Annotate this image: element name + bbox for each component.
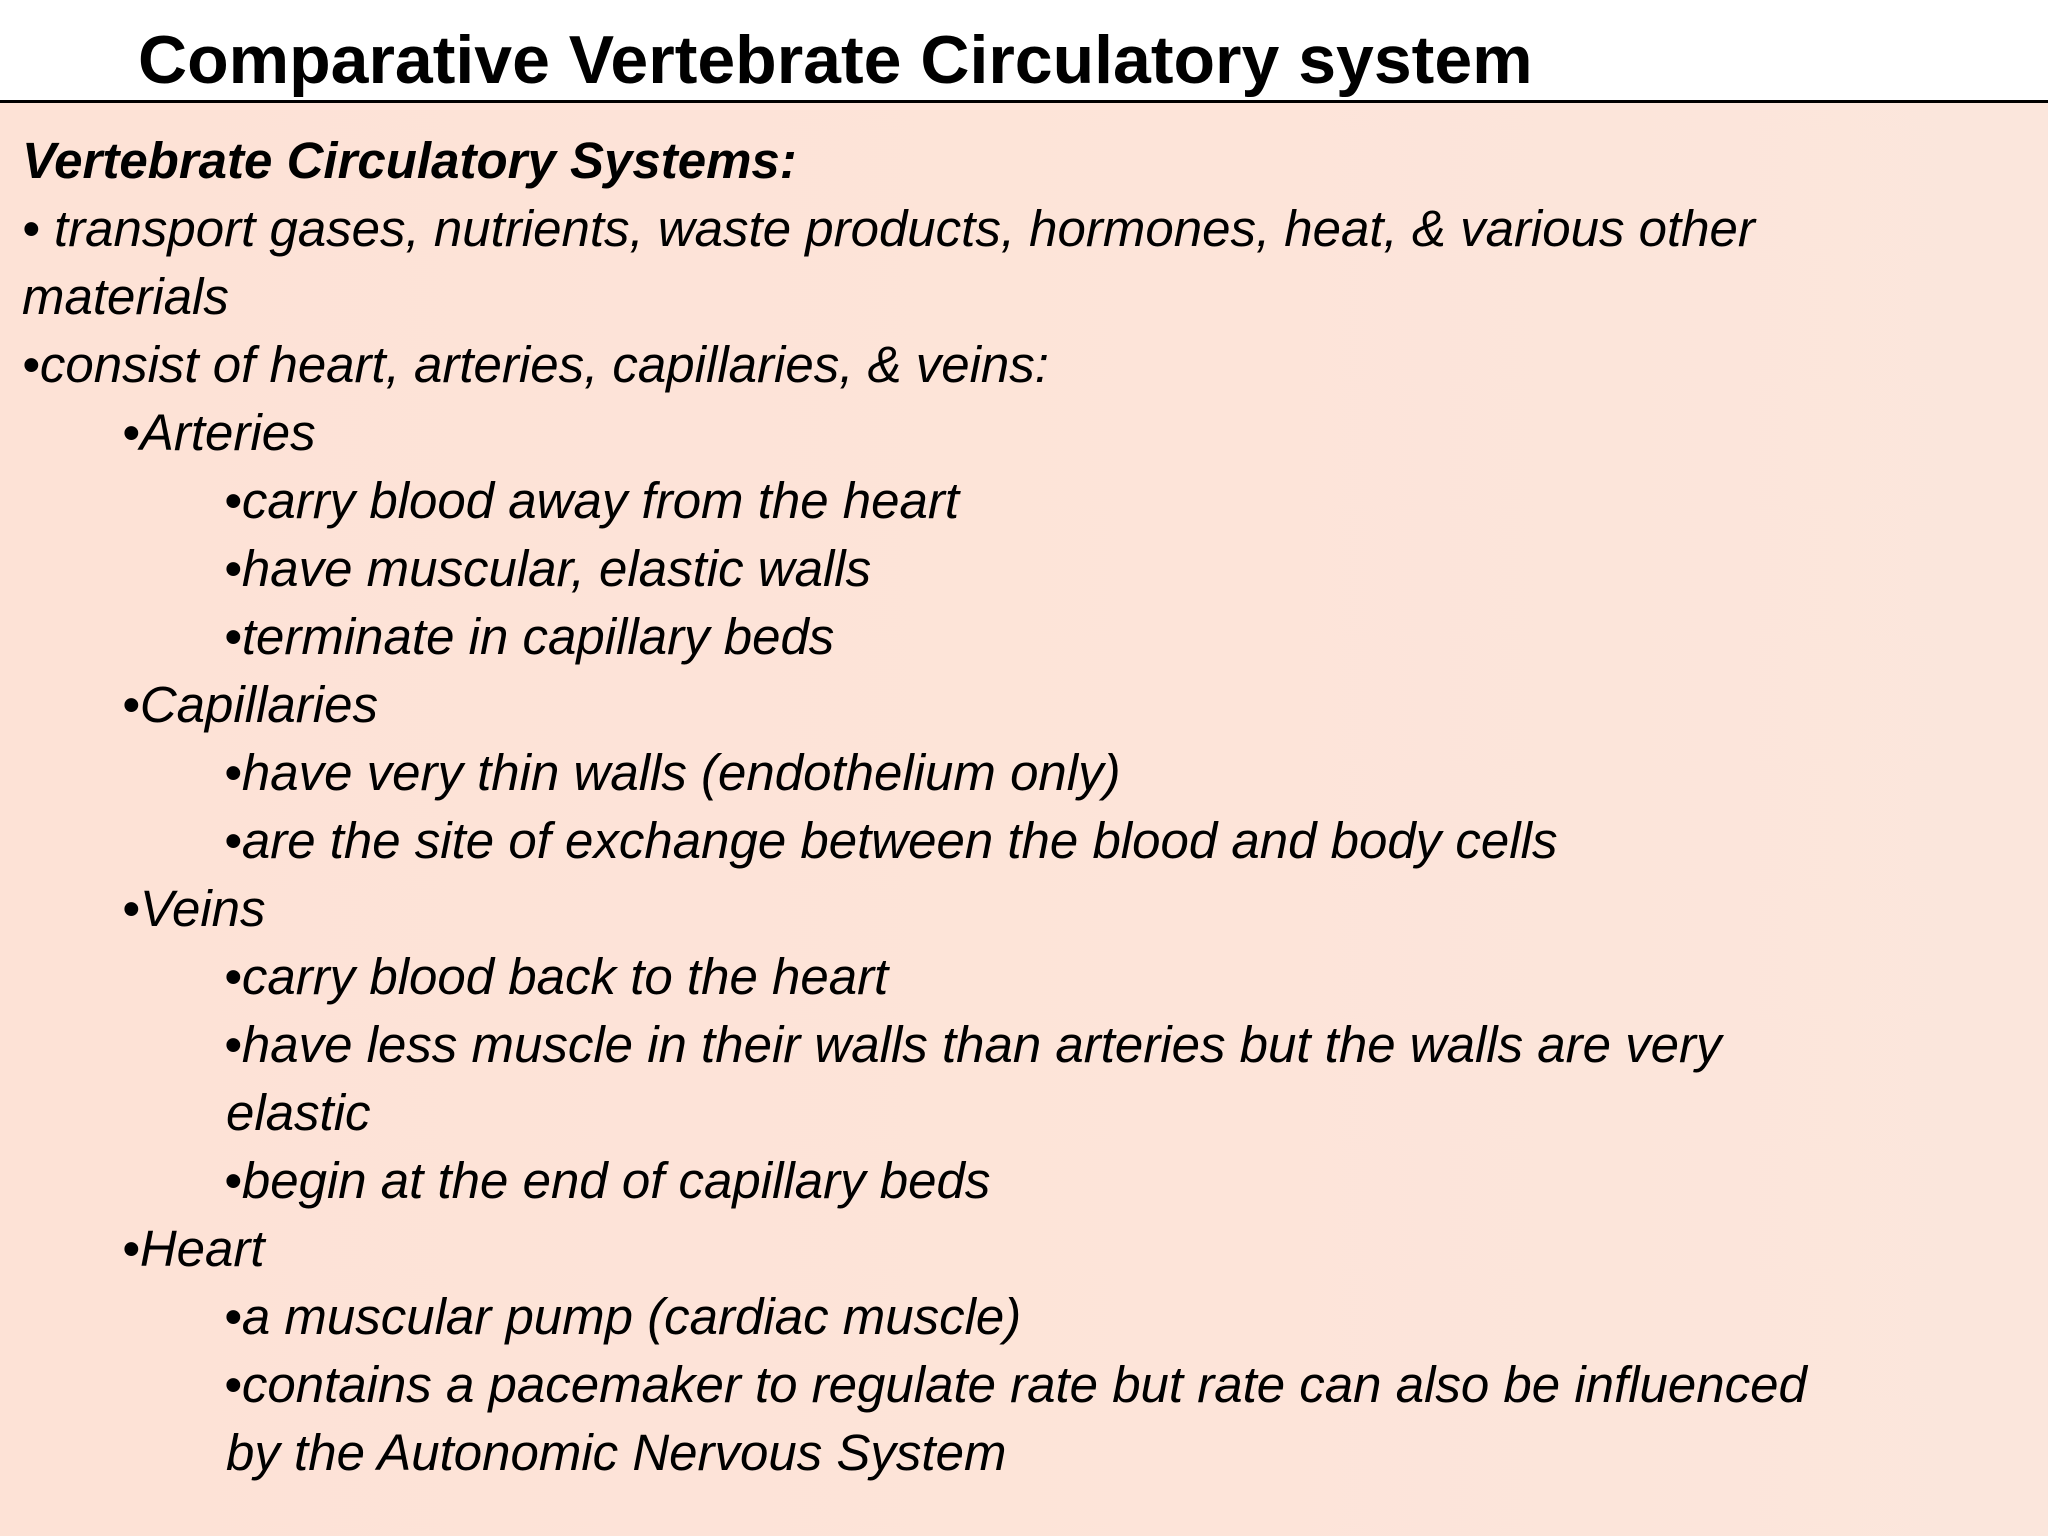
heart-item: •contains a pacemaker to regulate rate but rate can also be influenced: [224, 1356, 1807, 1413]
capillaries-item: •have very thin walls (endothelium only): [224, 744, 1121, 801]
subheading-arteries: •Arteries: [122, 404, 316, 461]
content-panel: [0, 103, 2048, 1536]
slide-title: Comparative Vertebrate Circulatory system: [138, 22, 1533, 98]
veins-item: •carry blood back to the heart: [224, 948, 889, 1005]
section-heading: Vertebrate Circulatory Systems:: [22, 132, 797, 189]
arteries-item: •carry blood away from the heart: [224, 472, 960, 529]
subheading-veins: •Veins: [122, 880, 266, 937]
arteries-item: •terminate in capillary beds: [224, 608, 835, 665]
subheading-capillaries: •Capillaries: [122, 676, 378, 733]
veins-item-continued: elastic: [226, 1084, 371, 1141]
heart-item: •a muscular pump (cardiac muscle): [224, 1288, 1022, 1345]
arteries-item: •have muscular, elastic walls: [224, 540, 872, 597]
capillaries-item: •are the site of exchange between the blood and body cells: [224, 812, 1558, 869]
veins-item: •begin at the end of capillary beds: [224, 1152, 991, 1209]
bullet-consist: •consist of heart, arteries, capillaries, & veins:: [22, 336, 1049, 393]
veins-item: •have less muscle in their walls than arteries but the walls are very: [224, 1016, 1722, 1073]
bullet-transport: • transport gases, nutrients, waste products, hormones, heat, & various other: [22, 200, 1755, 257]
heart-item-continued: by the Autonomic Nervous System: [226, 1424, 1007, 1481]
bullet-transport-continued: materials: [22, 268, 229, 325]
subheading-heart: •Heart: [122, 1220, 265, 1277]
